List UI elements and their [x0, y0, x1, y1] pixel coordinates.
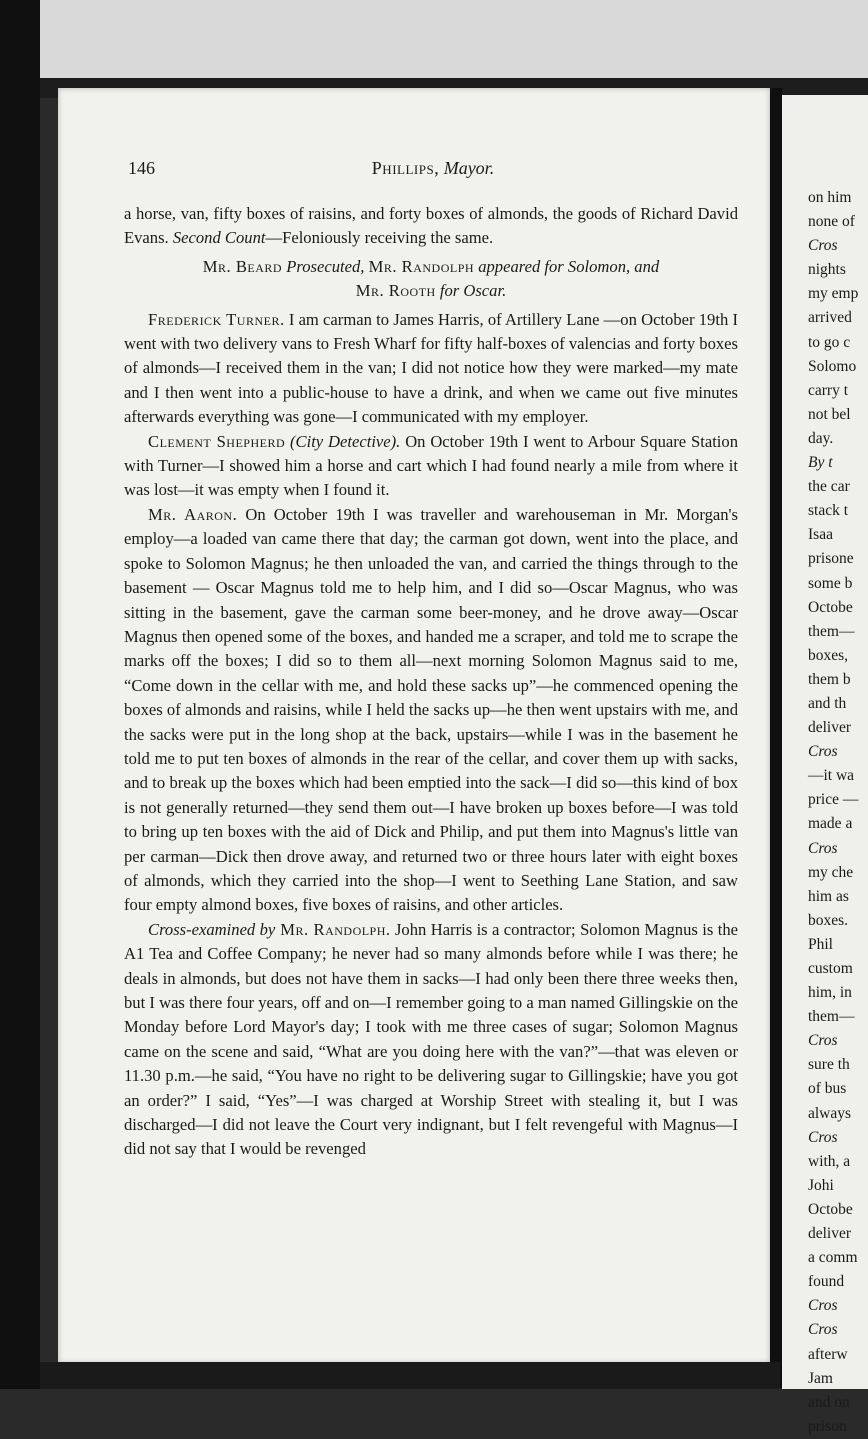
facing-page-line: the car — [808, 478, 850, 496]
testimony-shepherd: Clement Shepherd (City Detective). On October 19th I went to Arbour Square Station with Turner—I showed him a horse and cart which I had found nearly a mile from where it was lost—it was empty when I found it. — [124, 431, 739, 500]
facing-page-line: —it wa — [808, 767, 855, 785]
running-title-name: Phillips, — [371, 158, 440, 178]
facing-page-line: afterw — [808, 1345, 848, 1363]
facing-page-line: nights — [808, 261, 846, 279]
page-number: 146 — [128, 158, 155, 178]
facing-page-line: Cros — [808, 1297, 838, 1315]
appearances-line: Mr. Beard Prosecuted, Mr. Randolph appeared for Solomon, and Mr. Rooth for Oscar. — [202, 256, 660, 301]
paragraph-continued: a horse, van, fifty boxes of raisins, and forty boxes of almonds, the goods of Richard David Evans. Second Count—Feloniously receiving the same. — [124, 204, 738, 248]
facing-page-line: with, a — [808, 1152, 851, 1170]
facing-page-line: a comm — [808, 1249, 858, 1267]
facing-page-line: him as — [808, 887, 849, 905]
facing-page-line: them— — [808, 622, 855, 640]
scan-left-edge — [0, 0, 40, 1389]
facing-page-fragments — [808, 186, 868, 1439]
facing-page-line: prison — [808, 1417, 847, 1435]
facing-page-line: of bus — [808, 1080, 847, 1098]
facing-page-line: deliver — [808, 1225, 852, 1243]
facing-page-line: Octobe — [808, 598, 853, 616]
facing-page-line: Cros — [808, 839, 838, 857]
facing-page-line: none of — [808, 213, 855, 231]
facing-page-line: on him — [808, 189, 852, 206]
facing-page-line: stack t — [808, 502, 849, 520]
testimony-aaron: Mr. Aaron. On October 19th I was traveller and warehouseman in Mr. Morgan's employ—a loaded van came there that day; the carman got down, went into the place, and spoke to Solomon Magnus; he then unloaded the van, and carried the things through to the basement — Oscar Magnus told me to help him, and I did so—Oscar Magnus, who was sitting in the basement, gave the carman some beer-money, and he drove away—Oscar Magnus then opened some of the boxes, and handed me a scraper, and told me to scrape the marks off the boxes; I did so to them all—next morning Solomon Magnus said to me, “Come down in the cellar with me, and hold these sacks up”—he commenced opening the boxes of almonds and raisins, while I held the sacks up—he then went upstairs with me, and the sacks were put in the long shop at the back, upstairs—while I was in the basement he told me to put ten boxes of almonds in the rear of the cellar, and cover them up with sacks, and to break up the boxes which had been emptied into the sack—I did so—this kind of box is not generally returned—they send them out—I have broken up boxes before—I was told to bring up ten boxes with the aid of Dick and Philip, and put them into Magnus's little van per carman—Dick then drove away, and returned two or three hours later with eight boxes of almonds, which they carried into the shop—I went to Seething Lane Station, and saw four empty almond boxes, five boxes of raisins, and other articles. — [124, 504, 738, 915]
facing-page-line: arrived — [808, 309, 852, 327]
facing-page-line: them— — [808, 1008, 855, 1026]
facing-page-line: Cros — [808, 237, 838, 255]
page-header — [128, 158, 738, 184]
page-body — [124, 202, 738, 1162]
facing-page-line: prisone — [808, 550, 854, 568]
facing-page-line: boxes. — [808, 911, 849, 929]
facing-page-line: Phil — [808, 935, 833, 953]
book-gutter — [770, 88, 782, 1388]
facing-page-line: By t — [808, 454, 833, 472]
facing-page-line: Isaa — [808, 526, 833, 544]
facing-page-line: day. — [808, 429, 834, 447]
facing-page-line: price — — [808, 791, 859, 809]
facing-page-line: some b — [808, 574, 853, 592]
facing-page-line: carry t — [808, 381, 849, 399]
facing-page-line: Johi — [808, 1176, 834, 1194]
scan-bottom-shadow — [40, 1362, 780, 1389]
facing-page-line: my che — [808, 863, 854, 881]
facing-page-line: and th — [808, 694, 847, 712]
facing-page-line: boxes, — [808, 646, 849, 664]
facing-page-line: Cros — [808, 1321, 838, 1339]
running-title — [128, 158, 738, 179]
facing-page-line: Jam — [808, 1369, 833, 1387]
facing-page-line: custom — [808, 960, 853, 977]
facing-page-line: found — [808, 1273, 845, 1291]
facing-page-line: and on — [808, 1393, 850, 1411]
facing-page-line: Cros — [808, 1032, 838, 1050]
facing-page-line: made a — [808, 815, 853, 833]
facing-page-line: Solomo — [808, 357, 857, 375]
facing-page-line: always — [808, 1104, 852, 1122]
facing-page-line: to go c — [808, 333, 851, 351]
facing-page-line: him, in — [808, 984, 852, 1002]
running-title-office: Mayor. — [443, 158, 495, 178]
facing-page-line: not bel — [808, 405, 851, 423]
facing-page-line: Cros — [808, 743, 838, 761]
cross-examination: Cross-examined by Mr. Randolph. John Harris is a contractor; Solomon Magnus is the A1 Tea and Coffee Company; he never had so many almonds before while I was there; he deals in almonds, but does not have them in sacks—I had only been there three weeks then, but I was there four years, off and on—I remember going to a man named Gillingskie on the Monday before Lord Mayor's day; I took with me three cases of sugar; Solomon Magnus came on the scene and said, “What are you doing here with the van?”—that was eleven or 11.30 p.m.—he said, “You have no right to be delivering sugar to Gillingskie; have you got an order?” I said, “Yes”—I was charged at Worship Street with stealing it, but I was discharged—I did not leave the Court very indignant, but I felt revengeful with Magnus—I did not say that I would be revenged — [124, 919, 738, 1159]
facing-page-line: them b — [808, 670, 851, 688]
facing-page-line: Octobe — [808, 1200, 853, 1218]
facing-page-line: deliver — [808, 719, 852, 737]
testimony-turner: Frederick Turner. I am carman to James Harris, of Artillery Lane —on October 19th I went with two delivery vans to Fresh Wharf for fifty half-boxes of valencias and forty boxes of almonds—I received them in the van; I did not notice how they were marked—my mate and I then went into a public-house to have a drink, and when we came out five minutes afterwards everything was gone—I communicated with my employer. — [124, 309, 738, 427]
facing-page-line: sure th — [808, 1056, 850, 1074]
facing-page-line: Cros — [808, 1128, 838, 1146]
facing-page-line: my emp — [808, 285, 859, 303]
